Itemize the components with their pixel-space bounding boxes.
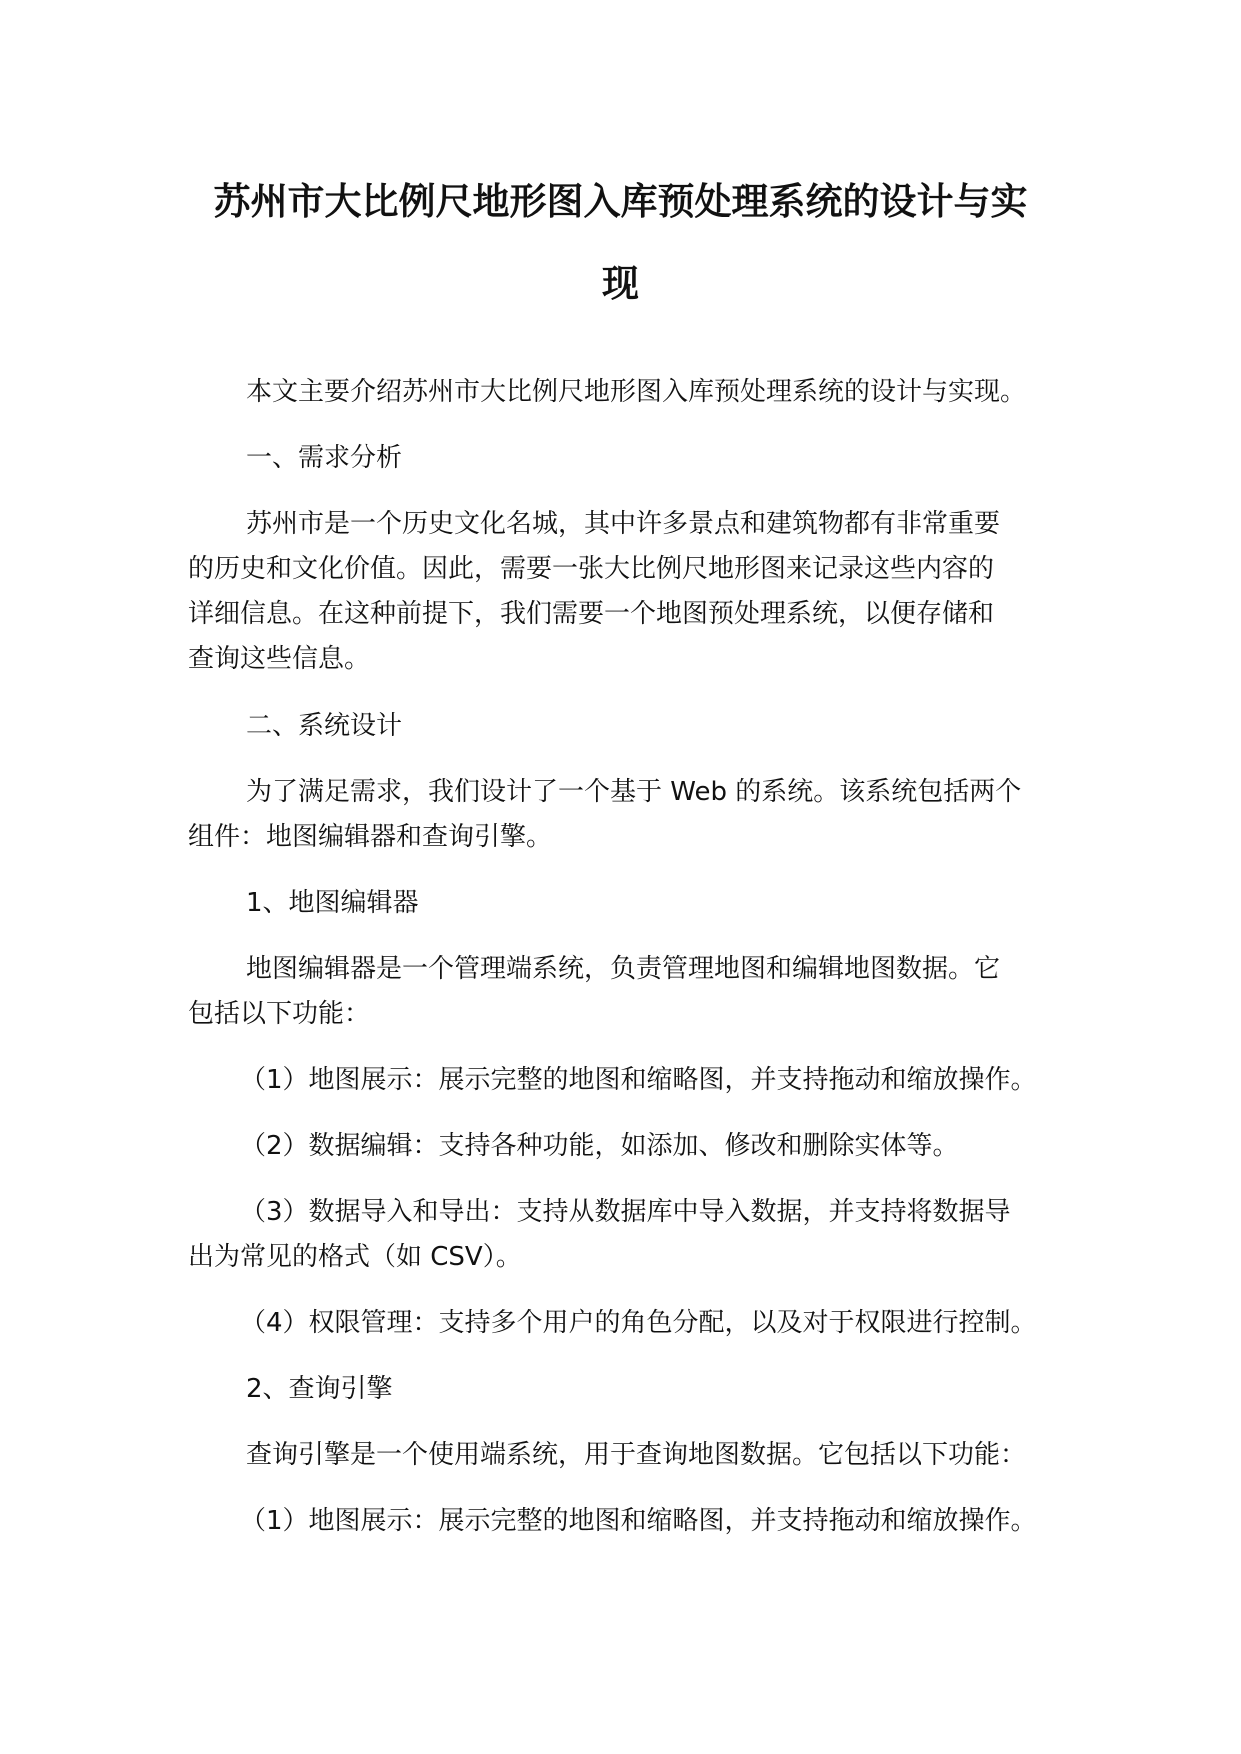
subsection-2-intro: 查询引擎是一个使用端系统，用于查询地图数据。它包括以下功能： [246, 1440, 1027, 1470]
section-1-paragraph-line: 的历史和文化价值。因此，需要一张大比例尺地形图来记录这些内容的 [188, 554, 995, 584]
section-2-paragraph-line: 组件：地图编辑器和查询引擎。 [188, 822, 553, 852]
subsection-1-intro-line: 包括以下功能： [188, 999, 371, 1029]
section-2-paragraph-line: 为了满足需求，我们设计了一个基于 Web 的系统。该系统包括两个 [246, 777, 1022, 807]
section-1-paragraph-line: 查询这些信息。 [188, 644, 371, 674]
section-1-paragraph-line: 详细信息。在这种前提下，我们需要一个地图预处理系统，以便存储和 [188, 599, 995, 629]
list-item-continuation: 出为常见的格式（如 CSV）。 [188, 1242, 522, 1272]
document-title-line-2: 现 [602, 262, 639, 305]
list-item: （3）数据导入和导出：支持从数据库中导入数据，并支持将数据导 [240, 1197, 1011, 1227]
list-item: （4）权限管理：支持多个用户的角色分配，以及对于权限进行控制。 [240, 1308, 1037, 1338]
intro-paragraph: 本文主要介绍苏州市大比例尺地形图入库预处理系统的设计与实现。 [246, 377, 1027, 407]
list-item: （2）数据编辑：支持各种功能，如添加、修改和删除实体等。 [240, 1131, 959, 1161]
list-item: （1）地图展示：展示完整的地图和缩略图，并支持拖动和缩放操作。 [240, 1065, 1037, 1095]
list-item: （1）地图展示：展示完整的地图和缩略图，并支持拖动和缩放操作。 [240, 1506, 1037, 1536]
section-1-paragraph-line: 苏州市是一个历史文化名城，其中许多景点和建筑物都有非常重要 [246, 509, 1001, 539]
subsection-2-heading: 2、查询引擎 [246, 1374, 393, 1404]
section-2-heading: 二、系统设计 [246, 711, 403, 741]
subsection-1-intro-line: 地图编辑器是一个管理端系统，负责管理地图和编辑地图数据。它 [246, 954, 1001, 984]
section-1-heading: 一、需求分析 [246, 443, 403, 473]
document-title-line-1: 苏州市大比例尺地形图入库预处理系统的设计与实 [213, 180, 1028, 223]
subsection-1-heading: 1、地图编辑器 [246, 888, 419, 918]
